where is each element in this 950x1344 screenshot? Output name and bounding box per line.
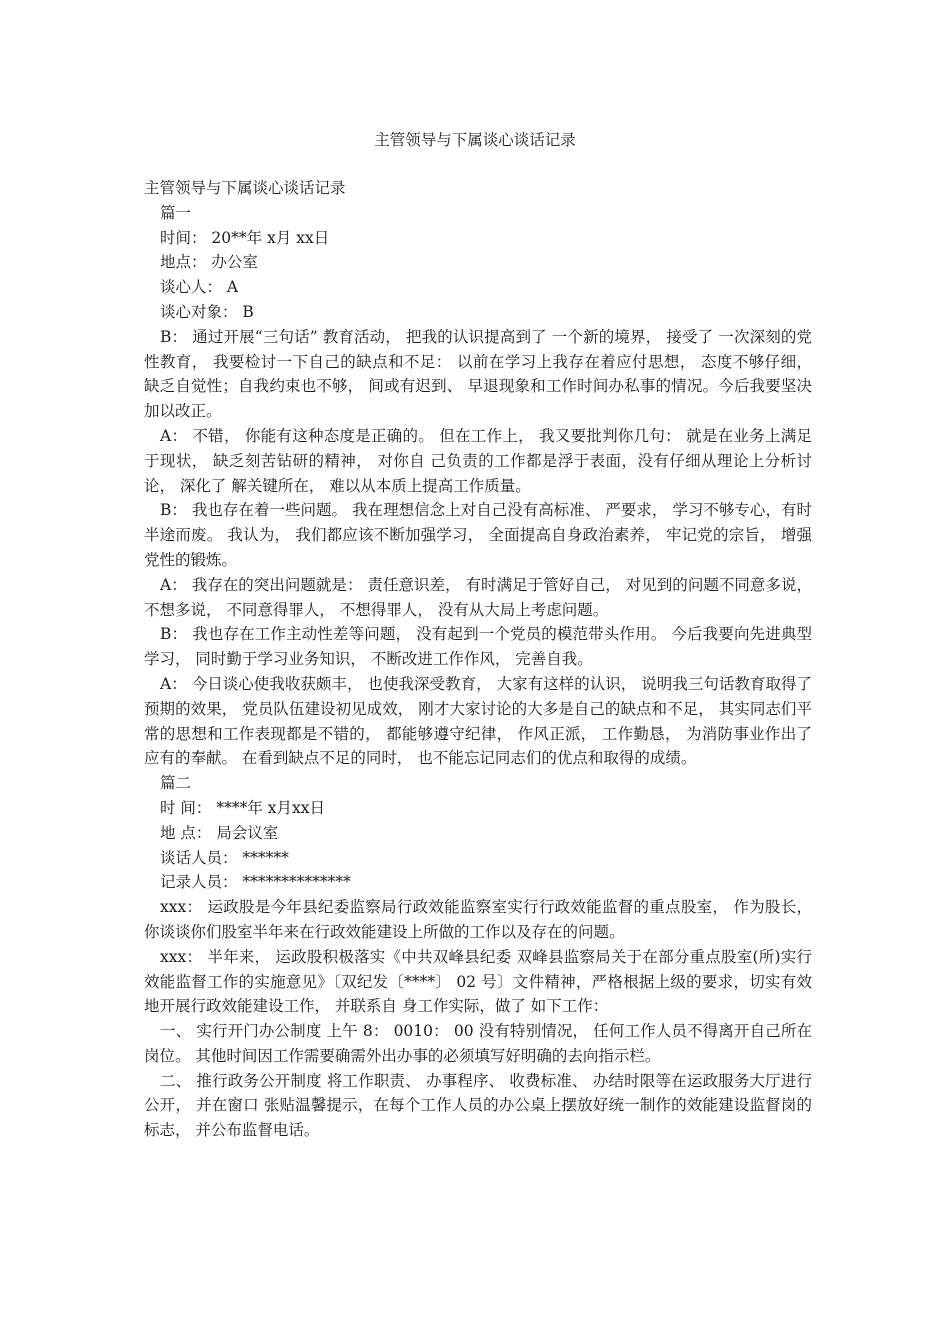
document-body (144, 176, 812, 1143)
dialogue-paragraph: B： 通过开展“三句话” 教育活动， 把我的认识提高到了 一个新的境界， 接受了 一次深刻的党性教育， 我要检讨一下自己的缺点和不足： 以前在学习上我存在着应付思想， 态度不够仔细， 缺乏自觉性；自我约束也不够， 间或有迟到、 早退现象和工作时间办私事的情况。今后我要坚决加以改正。 (144, 327, 812, 421)
document-title: 主管领导与下属谈心谈话记录 (374, 131, 576, 149)
work-item-paragraph: 一、 实行开门办公制度 上午 8： 0010： 00 没有特别情况， 任何工作人员不得离开自己所在岗位。 其他时间因工作需要确需外出办事的必须填写好明确的去向指示栏。 (144, 1022, 812, 1065)
section-heading-part1: 篇一 (160, 203, 192, 222)
document-subtitle: 主管领导与下属谈心谈话记录 (144, 179, 346, 197)
dialogue-paragraph: A： 今日谈心使我收获颇丰， 也使我深受教育， 大家有这样的认识， 说明我三句话教育取得了 预期的效果， 党员队伍建设初见成效， 刚才大家讨论的大多是自己的缺点和不足， 其实同志们平常的思想和工作表现都是不错的， 都能够遵守纪律， 作风正派， 工作勤恳， 为消防事业作出了 应有的奉献。 在看到缺点不足的同时， 也不能忘记同志们的优点和取得的成绩。 (144, 674, 812, 768)
meeting-place: 地点： 办公室 (160, 253, 258, 272)
talker: 谈话人员： ****** (160, 848, 289, 867)
dialogue-paragraph: B： 我也存在着一些问题。 我在理想信念上对自己没有高标准、 严要求， 学习不够专心，有时半途而废。 我认为， 我们都应该不断加强学习， 全面提高自身政治素养， 牢记党的宗旨， 增强党性的锻炼。 (144, 501, 812, 569)
talk-target: 谈心对象： B (160, 302, 254, 321)
dialogue-paragraph: A： 我存在的突出问题就是： 责任意识差， 有时满足于管好自己， 对见到的问题不同意多说， 不想多说， 不同意得罪人， 不想得罪人， 没有从大局上考虑问题。 (144, 575, 812, 619)
meeting-place: 地 点： 局会议室 (160, 823, 279, 842)
dialogue-paragraph: xxx： 运政股是今年县纪委监察局行政效能监察室实行行政效能监督的重点股室， 作为股长，你谈谈你们股室半年来在行政效能建设上所做的工作以及存在的问题。 (144, 898, 812, 941)
meeting-time: 时间： 20**年 x月 xx日 (160, 228, 330, 247)
dialogue-paragraph: A： 不错， 你能有这种态度是正确的。 但在工作上， 我又要批判你几句： 就是在业务上满足于现状， 缺乏刻苦钻研的精神， 对你自 己负责的工作都是浮于表面，没有仔细从理论上分析讨论， 深化了 解关键所在， 难以从本质上提高工作质量。 (144, 426, 812, 495)
work-item-paragraph: 二、 推行政务公开制度 将工作职责、 办事程序、 收费标准、 办结时限等在运政服务大厅进行公开， 并在窗口 张贴温馨提示，在每个工作人员的办公桌上摆放好统一制作的效能建设监督岗的标志， 并公布监督电话。 (144, 1071, 812, 1140)
recorder: 记录人员： ************** (160, 873, 351, 892)
dialogue-paragraph: B： 我也存在工作主动性差等问题， 没有起到一个党员的模范带头作用。 今后我要向先进典型学习， 同时勤于学习业务知识， 不断改进工作作风， 完善自我。 (144, 625, 812, 669)
section-heading-part2: 篇二 (160, 774, 192, 793)
talker: 谈心人： A (160, 278, 239, 297)
dialogue-paragraph: xxx： 半年来， 运政股积极落实《中共双峰县纪委 双峰县监察局关于在部分重点股室(所)实行效能监督工作的实施意见》〔双纪发〔****〕 02 号〕文件精神，严格根据上级的要求，切实有效地开展行政效能建设工作， 并联系自 身工作实际，做了 如下工作： (144, 947, 812, 1016)
meeting-time: 时 间： ****年 x月xx日 (160, 798, 326, 817)
